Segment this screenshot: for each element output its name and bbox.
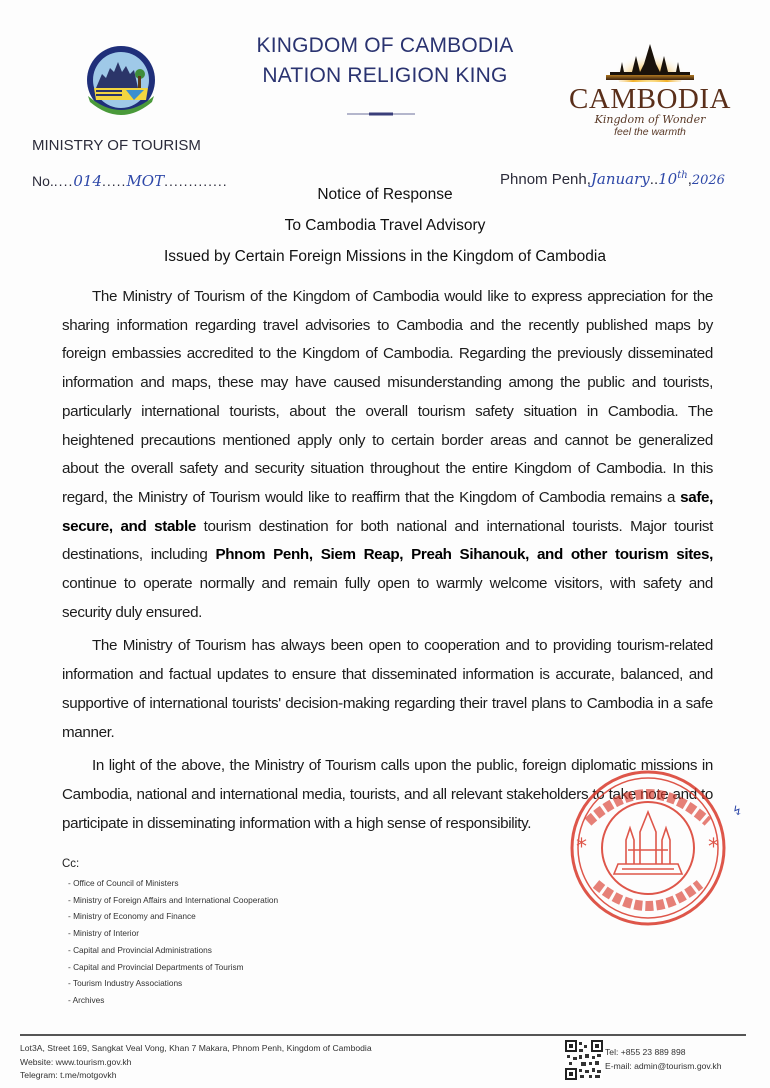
notice-subtitle: To Cambodia Travel Advisory <box>284 217 486 234</box>
cc-item: - Ministry of Economy and Finance <box>68 911 196 922</box>
date-month-handwritten: January <box>590 170 650 188</box>
date-place-label: Phnom Penh, <box>500 171 591 188</box>
svg-text:*: * <box>576 835 587 860</box>
footer-contact-right <box>605 1046 722 1073</box>
signature-mark: ↯ <box>732 804 743 819</box>
brand-tagline: Kingdom of Wonder <box>594 113 706 126</box>
qr-code[interactable] <box>565 1040 603 1080</box>
body-paragraph-3: In light of the above, the Ministry of Tourism calls upon the public, foreign diplomatic missions in Cambodia, national and international media, tourists, and all relevant stakeholders to take note and to participate in disseminating information with a high sense of responsibility. <box>62 757 713 832</box>
red-seal-icon <box>548 768 748 928</box>
footer-telephone: Tel: +855 23 889 898 <box>605 1047 686 1057</box>
issuing-ministry-name: MINISTRY OF TOURISM <box>32 137 201 154</box>
body-paragraph-1: The Ministry of Tourism of the Kingdom of Cambodia would like to express appreciation for the sharing information regarding travel advisories to Cambodia and the recently published maps by foreign embassies accredited to the Kingdom of Cambodia. Regarding the previously disseminated information and maps, these may have caused misunderstanding among the public and tourists, particularly international tourists, about the overall tourism safety situation in Cambodia. The heightened precautions mentioned apply only to certain border areas and cannot be generalized about the overall safety and security situation throughout the entire Kingdom of Cambodia. In this regard, the Ministry of Tourism would like to reaffirm that the Kingdom of Cambodia remains a safe, secure, and stable tourism destination for both national and international tourists. Major tourist destinations, including Phnom Penh, Siem Reap, Preah Sihanouk, and other tourism sites, continue to operate normally and remain fully open to warmly welcome visitors, with safety and security duly ensured. <box>62 288 713 621</box>
kingdom-title: KINGDOM OF CAMBODIA <box>256 34 514 57</box>
cc-item: - Ministry of Foreign Affairs and International Cooperation <box>68 894 279 905</box>
date-day-handwritten: 10 <box>658 170 678 188</box>
body-paragraph-2: The Ministry of Tourism has always been open to cooperation and to providing tourism-related information and factual updates to ensure that disseminated information is accurate, balanced, and supportive of international tourists' decision-making regarding their travel plans to Cambodia in a safe manner. <box>62 637 713 741</box>
notice-subtitle-2: Issued by Certain Foreign Missions in the Kingdom of Cambodia <box>164 248 606 265</box>
carbon-copy-list <box>62 858 278 1009</box>
svg-text:*: * <box>708 835 719 860</box>
official-seal-stamp <box>548 768 748 928</box>
brand-wordmark: CAMBODIA <box>569 83 731 115</box>
date-suffix-handwritten: th <box>677 170 688 181</box>
header-ornament-divider <box>347 103 415 105</box>
notice-title: Notice of Response <box>317 186 453 203</box>
footer-contact-left <box>20 1042 372 1083</box>
brand-slogan: feel the warmth <box>614 126 686 138</box>
qr-code-icon <box>565 1040 603 1080</box>
footer-telegram-link[interactable]: Telegram: t.me/motgovkh <box>20 1070 117 1080</box>
cc-item: - Archives <box>68 994 105 1005</box>
date-year-handwritten: 2026 <box>691 173 725 188</box>
reference-number-handwritten: 014 <box>73 172 102 190</box>
footer-address: Lot3A, Street 169, Sangkat Veal Vong, Khan 7 Makara, Phnom Penh, Kingdom of Cambodia <box>20 1043 372 1053</box>
cc-item: - Office of Council of Ministers <box>68 878 179 888</box>
emphasis-safe-secure-stable: safe, secure, and stable <box>62 488 713 535</box>
footer-divider <box>20 1034 746 1036</box>
reference-label: No. <box>32 173 54 189</box>
cc-item: - Capital and Provincial Departments of Tourism <box>68 961 244 972</box>
national-motto: NATION RELIGION KING <box>262 64 508 87</box>
document-date-line: Phnom Penh,January..10th,2026 <box>500 170 725 188</box>
emphasis-destinations: Phnom Penh, Siem Reap, Preah Sihanouk, and other tourism sites, <box>215 546 713 564</box>
notice-body <box>62 283 713 838</box>
footer-email-link[interactable]: E-mail: admin@tourism.gov.kh <box>605 1060 722 1071</box>
cc-item: - Tourism Industry Associations <box>68 978 183 989</box>
cc-item: - Capital and Provincial Administrations <box>68 944 212 955</box>
reference-suffix-handwritten: MOT <box>126 172 165 190</box>
reference-number-line: No.....014.....MOT............. <box>32 172 228 190</box>
footer-website-link[interactable]: Website: www.tourism.gov.kh <box>20 1056 132 1067</box>
angkor-sunrise-icon <box>566 38 734 82</box>
cambodia-kingdom-of-wonder-logo <box>566 38 734 138</box>
cc-item: - Ministry of Interior <box>68 928 139 939</box>
cc-title: Cc: <box>62 858 80 870</box>
